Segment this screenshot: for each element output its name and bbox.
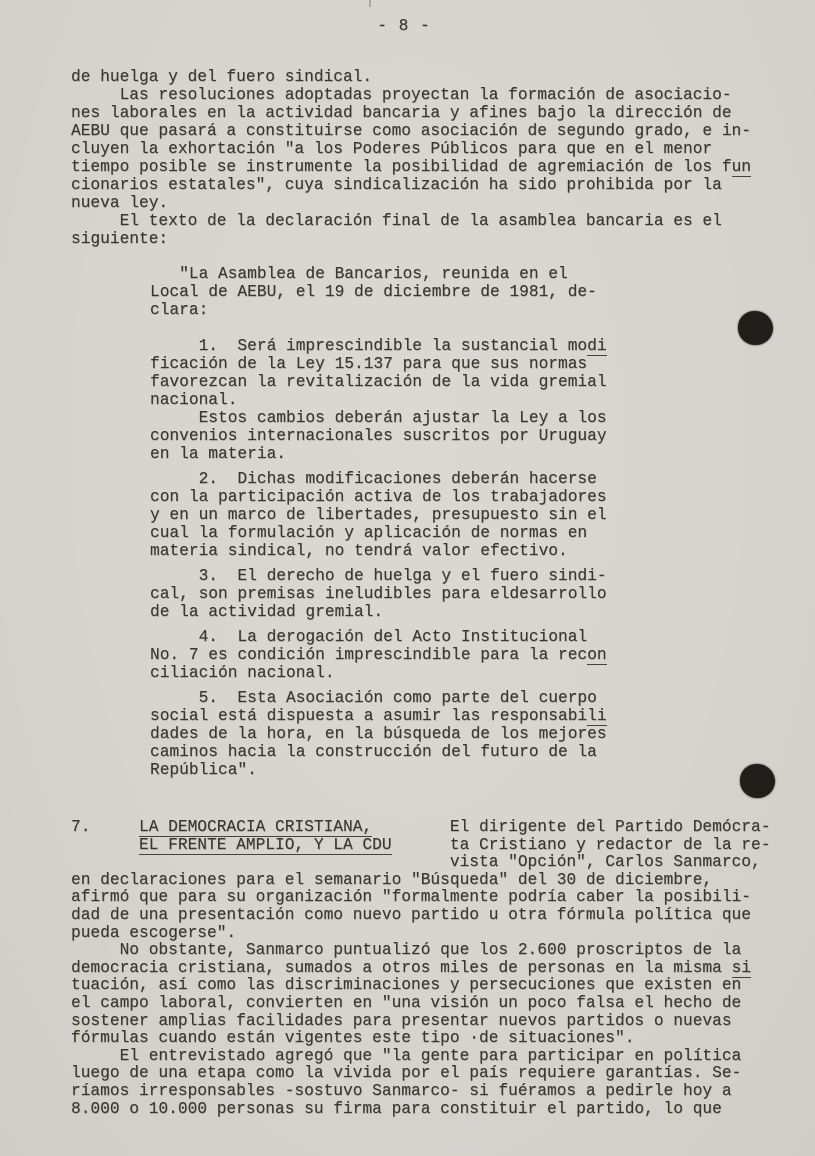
text-line: materia sindical, no tendrá valor efectivo. (150, 542, 568, 560)
text-line: de huelga y del fuero sindical. (71, 68, 373, 86)
section-7-democracia-cristiana (71, 819, 770, 1118)
quote-paragraph (150, 689, 607, 779)
declaration-quote-block (150, 265, 607, 786)
hole-punch-dot (738, 311, 773, 345)
text-line: fórmulas cuando están vigentes este tipo ·de situaciones". (71, 1029, 635, 1048)
text-line: 2. Dichas modificaciones deberán hacerse (150, 470, 597, 488)
text-line: clara: (150, 301, 209, 319)
text-line: nueva ley. (71, 194, 169, 212)
quote-paragraph (150, 628, 607, 682)
text-line: 5. Esta Asociación como parte del cuerpo (150, 689, 597, 707)
text-line: República". (150, 761, 257, 779)
text-line: 1. Será imprescindible la sustancial modi (150, 337, 607, 355)
text-line: tuación, así como las discriminaciones y persecuciones que existen en (71, 976, 742, 995)
text-line: dades de la hora, en la búsqueda de los mejores (150, 725, 607, 743)
text-line: nacional. (150, 391, 238, 409)
text-line: en declaraciones para el semanario "Búsqueda" del 30 de diciembre, (71, 870, 713, 889)
text-line: tiempo posible se instrumente la posibilidad de agremiación de los fun (71, 158, 751, 176)
text-line: democracia cristiana, sumados a otros miles de personas en la misma si (71, 958, 751, 977)
text-line: con la participación activa de los trabajadores (150, 488, 607, 506)
text-line: dad de una presentación como nuevo partido u otra fórmula política que (71, 905, 751, 924)
quote-paragraph (150, 470, 607, 560)
quote-paragraph (150, 337, 607, 463)
text-line: cal, son premisas ineludibles para eldesarrollo (150, 585, 607, 603)
text-line: vista "Opción", Carlos Sanmarco, (71, 853, 761, 872)
quote-paragraph (150, 567, 607, 621)
intro-paragraphs (71, 68, 751, 248)
text-line: cionarios estatales", cuya sindicalización ha sido prohibida por la (71, 176, 722, 194)
text-line: siguiente: (71, 230, 169, 248)
text-line: 3. El derecho de huelga y el fuero sindi- (150, 567, 607, 585)
text-line: ríamos irresponsables -sostuvo Sanmarco- si fuéramos a pedirle hoy a (71, 1081, 732, 1100)
text-line: de la actividad gremial. (150, 603, 384, 621)
quote-paragraph (150, 265, 607, 319)
text-line: Las resoluciones adoptadas proyectan la formación de asociacio- (71, 86, 732, 104)
page-number: - 8 - (377, 17, 431, 35)
text-line: nes laborales en la actividad bancaria y afines bajo la dirección de (71, 104, 732, 122)
hole-punch-dot (740, 764, 775, 798)
text-line: social está dispuesta a asumir las responsabili (150, 707, 607, 725)
text-line: El entrevistado agregó que "la gente para participar en política (71, 1046, 742, 1065)
text-line: cual la formulación y aplicación de normas en (150, 524, 588, 542)
text-line: El texto de la declaración final de la asamblea bancaria es el (71, 212, 722, 230)
text-line: afirmó que para su organización "formalmente podría caber la posibili- (71, 888, 751, 907)
text-line: pueda escogerse". (71, 923, 237, 942)
text-line: Estos cambios deberán ajustar la Ley a los (150, 409, 607, 427)
text-line: 8.000 o 10.000 personas su firma para constituir el partido, lo que (71, 1099, 722, 1118)
text-line: 7. LA DEMOCRACIA CRISTIANA, El dirigente del Partido Demócra- (71, 818, 771, 836)
text-line: Local de AEBU, el 19 de diciembre de 1981, de- (150, 283, 597, 301)
text-line: y en un marco de libertades, presupuesto sin el (150, 506, 607, 524)
text-line: en la materia. (150, 445, 286, 463)
text-line: cluyen la exhortación "a los Poderes Públicos para que en el menor (71, 140, 713, 158)
scan-artifact-mark (369, 0, 371, 7)
text-line: sostener amplias facilidades para presentar nuevos partidos o nuevas (71, 1011, 732, 1030)
text-line: ciliación nacional. (150, 664, 335, 682)
text-line: EL FRENTE AMPLIO, Y LA CDU ta Cristiano y redactor de la re- (139, 835, 771, 854)
text-line: No. 7 es condición imprescindible para la recon (150, 646, 607, 664)
text-line: convenios internacionales suscritos por Uruguay (150, 427, 607, 445)
text-line: "La Asamblea de Bancarios, reunida en el (150, 265, 568, 283)
text-line: caminos hacia la construcción del futuro de la (150, 743, 597, 761)
text-line: luego de una etapa como la vivida por el país requiere garantías. Se- (71, 1064, 742, 1083)
text-line: favorezcan la revitalización de la vida gremial (150, 373, 607, 391)
text-line: AEBU que pasará a constituirse como asociación de segundo grado, e in- (71, 122, 751, 140)
text-line: el campo laboral, convierten en "una visión un poco falsa el hecho de (71, 993, 742, 1012)
text-line: No obstante, Sanmarco puntualizó que los 2.600 proscriptos de la (71, 941, 742, 960)
text-line: 4. La derogación del Acto Institucional (150, 628, 588, 646)
text-line: ficación de la Ley 15.137 para que sus normas (150, 355, 588, 373)
